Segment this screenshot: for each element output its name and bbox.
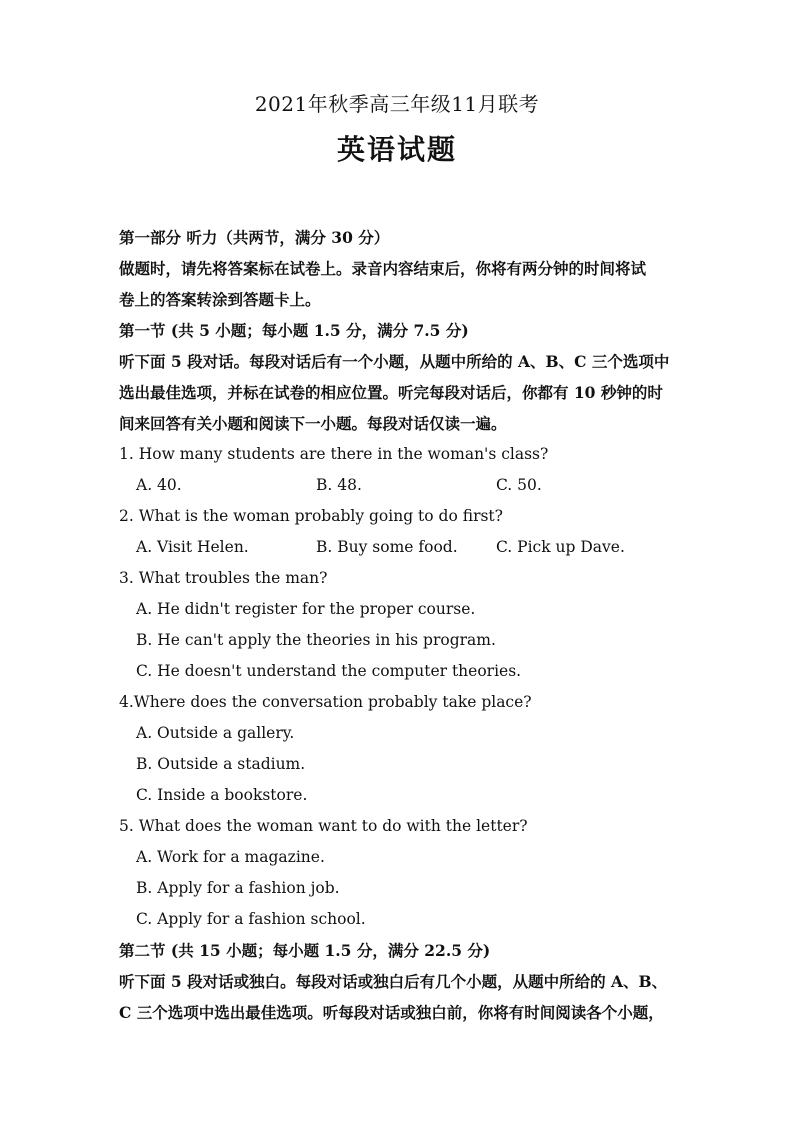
option-c: C. Pick up Dave. xyxy=(496,538,625,556)
section1-instruction-line: 间来回答有关小题和阅读下一小题。每段对话仅读一遍。 xyxy=(119,414,507,433)
section1-heading: 第一节 (共 5 小题；每小题 1.5 分，满分 7.5 分) xyxy=(119,321,469,340)
part1-heading: 第一部分 听力（共两节，满分 30 分） xyxy=(119,228,390,247)
question-1: 1. How many students are there in the woman's class? xyxy=(119,445,549,463)
exam-subtitle: 2021年秋季高三年级11月联考 xyxy=(254,92,540,116)
option-a: A. He didn't register for the proper course. xyxy=(136,600,476,618)
option-b: B. Buy some food. xyxy=(316,538,458,556)
option-c: C. He doesn't understand the computer theories. xyxy=(136,662,522,680)
option-c: C. Inside a bookstore. xyxy=(136,786,308,804)
option-c: C. Apply for a fashion school. xyxy=(136,910,366,928)
question-2-options xyxy=(119,532,679,563)
option-a: A. 40. xyxy=(136,476,182,494)
section1-instruction-line: 听下面 5 段对话。每段对话后有一个小题，从题中所给的 A、B、C 三个选项中 xyxy=(119,352,670,371)
question-4: 4.Where does the conversation probably take place? xyxy=(119,693,532,711)
part1-instruction-line: 卷上的答案转涂到答题卡上。 xyxy=(119,290,321,309)
option-a: A. Work for a magazine. xyxy=(136,848,325,866)
section2-instruction-line: C 三个选项中选出最佳选项。听每段对话或独白前，你将有时间阅读各个小题， xyxy=(119,1003,664,1022)
question-3: 3. What troubles the man? xyxy=(119,569,328,587)
exam-body xyxy=(119,222,679,1028)
option-a: A. Outside a gallery. xyxy=(136,724,295,742)
option-b: B. He can't apply the theories in his program. xyxy=(136,631,496,649)
section2-instruction-line: 听下面 5 段对话或独白。每段对话或独白后有几个小题，从题中所给的 A、B、 xyxy=(119,972,668,991)
section2-heading: 第二节 (共 15 小题；每小题 1.5 分，满分 22.5 分) xyxy=(119,941,491,960)
option-c: C. 50. xyxy=(496,476,542,494)
question-5: 5. What does the woman want to do with the letter? xyxy=(119,817,528,835)
question-2: 2. What is the woman probably going to do first? xyxy=(119,507,503,525)
question-1-options xyxy=(119,470,679,501)
option-b: B. Apply for a fashion job. xyxy=(136,879,340,897)
option-b: B. Outside a stadium. xyxy=(136,755,306,773)
option-a: A. Visit Helen. xyxy=(136,538,249,556)
section1-instruction-line: 选出最佳选项，并标在试卷的相应位置。听完每段对话后，你都有 10 秒钟的时 xyxy=(119,383,663,402)
part1-instruction-line: 做题时，请先将答案标在试卷上。录音内容结束后，你将有两分钟的时间将试 xyxy=(119,259,647,278)
exam-title: 英语试题 xyxy=(336,133,457,166)
option-b: B. 48. xyxy=(316,476,362,494)
